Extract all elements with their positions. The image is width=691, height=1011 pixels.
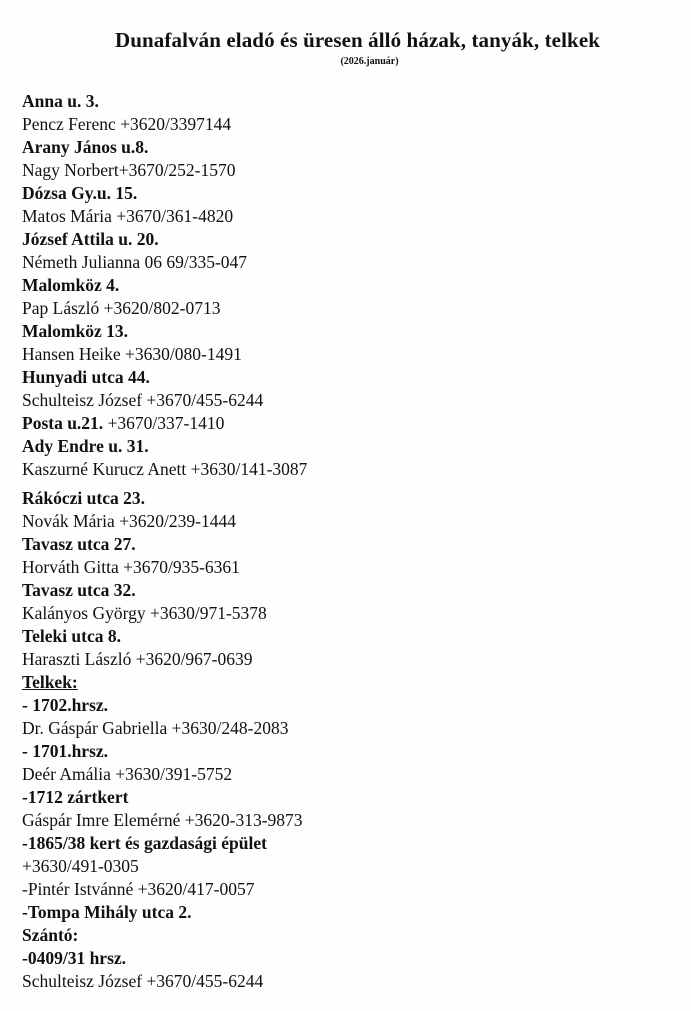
listing-contact: Hansen Heike +3630/080-1491	[22, 344, 242, 364]
listing-address: Teleki utca 8.	[22, 626, 122, 646]
listing-contact: Pencz Ferenc +3620/3397144	[22, 114, 232, 134]
listing-contact: Haraszti László +3620/967-0639	[22, 649, 253, 669]
plot-contact: Dr. Gáspár Gabriella +3630/248-2083	[22, 718, 289, 738]
plot-lot: -1865/38 kert és gazdasági épület	[22, 833, 267, 853]
listing-address: Posta u.21.	[22, 413, 104, 433]
listing-contact: Nagy Norbert+3670/252-1570	[22, 160, 236, 180]
listing-address: Malomköz 13.	[22, 321, 128, 341]
page-title: Dunafalván eladó és üresen álló házak, tanyák, telkek	[114, 28, 601, 52]
document-date: (2026.január)	[340, 56, 399, 67]
plot-lot: - 1702.hrsz.	[22, 695, 109, 715]
arable-heading: Szántó:	[22, 925, 79, 945]
listing-address: Tavasz utca 27.	[22, 534, 136, 554]
listing-contact: Németh Julianna 06 69/335-047	[22, 252, 248, 272]
arable-contact: Schulteisz József +3670/455-6244	[22, 971, 264, 991]
listing-phone: +3670/337-1410	[103, 413, 225, 433]
plot-contact: Deér Amália +3630/391-5752	[22, 764, 233, 784]
listings	[22, 90, 682, 993]
listing-address: Rákóczi utca 23.	[22, 488, 145, 508]
listing-posta	[22, 412, 682, 435]
plot-lot: -1712 zártkert	[22, 787, 129, 807]
listing-contact: Kaszurné Kurucz Anett +3630/141-3087	[22, 459, 308, 479]
listing-contact: Kalányos György +3630/971-5378	[22, 603, 267, 623]
listing-address: József Attila u. 20.	[22, 229, 159, 249]
listing-address: Dózsa Gy.u. 15.	[22, 183, 138, 203]
listing-address: Arany János u.8.	[22, 137, 149, 157]
arable-lot: -0409/31 hrsz.	[22, 948, 127, 968]
listing-address: Tavasz utca 32.	[22, 580, 136, 600]
plot-contact: +3630/491-0305	[22, 856, 139, 876]
listing-contact: Horváth Gitta +3670/935-6361	[22, 557, 240, 577]
listing-address: Ady Endre u. 31.	[22, 436, 149, 456]
plot-lot: -Tompa Mihály utca 2.	[22, 902, 192, 922]
plot-contact: -Pintér Istvánné +3620/417-0057	[22, 879, 255, 899]
listing-address: Anna u. 3.	[22, 91, 99, 111]
listing-contact: Matos Mária +3670/361-4820	[22, 206, 234, 226]
plot-lot: - 1701.hrsz.	[22, 741, 109, 761]
listing-contact: Pap László +3620/802-0713	[22, 298, 221, 318]
listing-address: Malomköz 4.	[22, 275, 120, 295]
listing-contact: Schulteisz József +3670/455-6244	[22, 390, 264, 410]
listing-contact: Novák Mária +3620/239-1444	[22, 511, 236, 531]
plot-contact: Gáspár Imre Elemérné +3620-313-9873	[22, 810, 303, 830]
listing-address: Hunyadi utca 44.	[22, 367, 150, 387]
plots-heading: Telkek:	[22, 672, 78, 692]
